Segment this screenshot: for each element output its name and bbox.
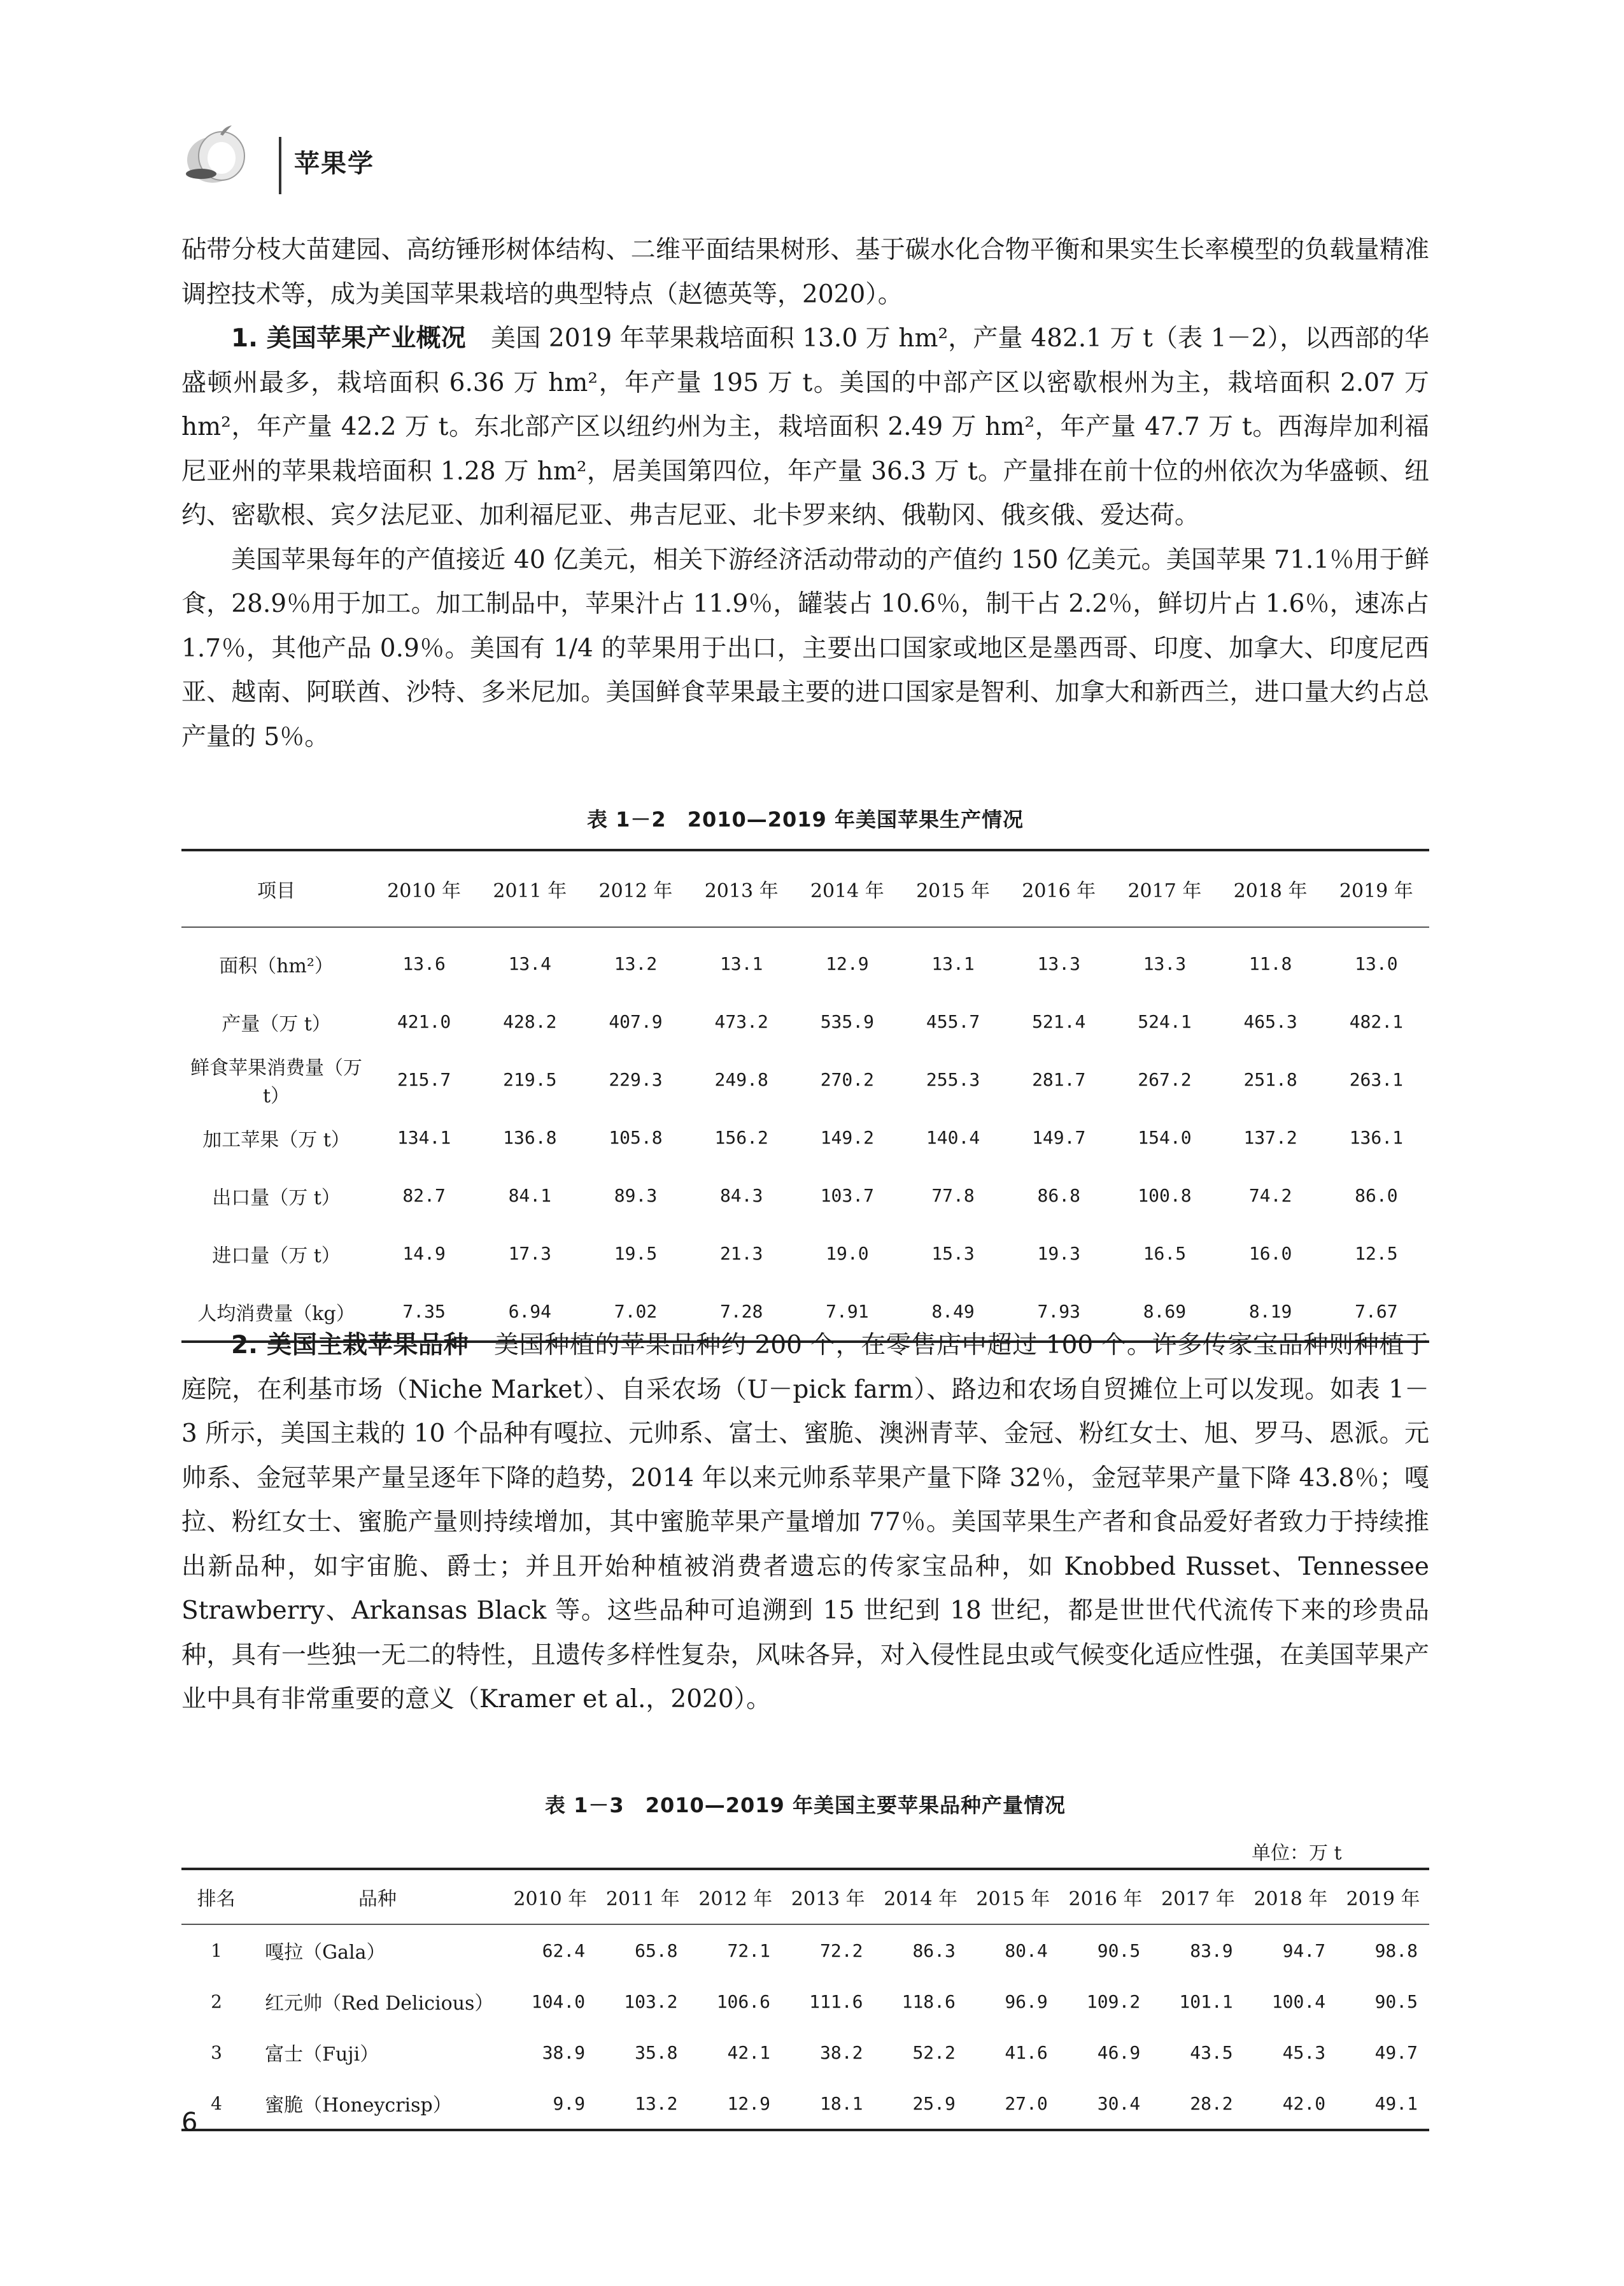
table-row (181, 2027, 1429, 2078)
column-header: 2015 年 (900, 850, 1006, 927)
table-cell: 90.5 (1374, 1991, 1418, 2012)
table-row (181, 2078, 1429, 2130)
table-row (181, 993, 1429, 1051)
table-cell: 8.19 (1248, 1301, 1292, 1322)
table-cell: 出口量（万 t） (212, 1186, 341, 1209)
table-cell: 229.3 (609, 1069, 663, 1090)
table-cell: 136.1 (1349, 1127, 1403, 1148)
table-cell: 43.5 (1190, 2041, 1233, 2063)
paragraph-1-text: 美国 2019 年苹果栽培面积 13.0 万 hm²，产量 482.1 万 t（表 1－2），以西部的华盛顿州最多，栽培面积 6.36 万 hm²，年产量 195 万 t。美国的中部产区以密歇根州为主，栽培面积 2.07 万 hm²，年产量 42.2 万 t。东北部产区以纽约州为主，栽培面积 2.49 万 hm²，年产量 47.7 万 t。西海岸加利福尼亚州的苹果栽培面积 1.28 万 hm²，居美国第四位，年产量 36.3 万 t。产量排在前十位的州依次为华盛顿、纽约、密歇根、宾夕法尼亚、加利福尼亚、弗吉尼亚、北卡罗来纳、俄勒冈、俄亥俄、爱达荷。 (181, 324, 1429, 530)
table-row (181, 1225, 1429, 1282)
table-cell: 13.1 (719, 953, 763, 974)
table-cell: 103.2 (624, 1991, 678, 2012)
table-cell: 109.2 (1086, 1991, 1141, 2012)
table-cell: 7.67 (1355, 1301, 1398, 1322)
table-cell: 41.6 (1005, 2041, 1048, 2063)
table-cell: 49.1 (1374, 2092, 1418, 2114)
table-cell: 13.0 (1355, 953, 1398, 974)
table-cell: 105.8 (609, 1127, 663, 1148)
table-cell: 98.8 (1374, 1940, 1418, 1961)
table-cell: 465.3 (1243, 1011, 1297, 1032)
table-1-2 (181, 849, 1429, 1343)
column-header: 2010 年 (504, 1869, 597, 1924)
table-cell: 红元帅（Red Delicious） (265, 1992, 494, 2015)
table-cell: 19.5 (614, 1243, 658, 1264)
table-cell: 104.0 (531, 1991, 586, 2012)
table-cell: 46.9 (1097, 2041, 1141, 2063)
table-cell: 产量（万 t） (222, 1012, 331, 1035)
table-cell: 7.91 (826, 1301, 869, 1322)
table-cell: 111.6 (809, 1991, 863, 2012)
table-cell: 嘎拉（Gala） (265, 1942, 386, 1964)
table-cell: 人均消费量（kg） (197, 1302, 355, 1325)
table-cell: 482.1 (1349, 1011, 1403, 1032)
column-header: 2017 年 (1112, 850, 1217, 927)
table-cell: 45.3 (1282, 2041, 1326, 2063)
column-header: 2014 年 (874, 1869, 966, 1924)
table-cell: 13.2 (635, 2092, 678, 2114)
table-cell: 215.7 (397, 1069, 451, 1090)
table-cell: 72.2 (820, 1940, 863, 1961)
table-cell: 14.9 (402, 1243, 446, 1264)
table-cell: 421.0 (397, 1011, 451, 1032)
table-cell: 6.94 (508, 1301, 552, 1322)
table-cell: 1 (211, 1940, 222, 1961)
table-cell: 90.5 (1097, 1940, 1141, 1961)
table-cell: 蜜脆（Honeycrisp） (265, 2094, 452, 2117)
table-cell: 鲜食苹果消费量（万 t） (190, 1056, 362, 1107)
table-cell: 136.8 (503, 1127, 557, 1148)
table-cell: 154.0 (1138, 1127, 1192, 1148)
table-cell: 13.2 (614, 953, 658, 974)
table-cell: 28.2 (1190, 2092, 1233, 2114)
section-heading-2: 2. 美国主栽苹果品种 (231, 1331, 469, 1360)
paragraph-0: 砧带分枝大苗建园、高纺锤形树体结构、二维平面结果树形、基于碳水化合物平衡和果实生长率模型的负载量精准调控技术等，成为美国苹果栽培的典型特点（赵德英等，2020）。 (181, 236, 1429, 309)
table-cell: 156.2 (714, 1127, 768, 1148)
table-cell: 13.1 (931, 953, 975, 974)
table-cell: 407.9 (609, 1011, 663, 1032)
column-header: 品种 (251, 1869, 504, 1924)
column-header: 2012 年 (583, 850, 688, 927)
table-cell: 96.9 (1005, 1991, 1048, 2012)
table-cell: 86.8 (1037, 1185, 1080, 1206)
table-cell: 251.8 (1243, 1069, 1297, 1090)
table-cell: 7.02 (614, 1301, 658, 1322)
section-heading-1: 1. 美国苹果产业概况 (231, 324, 466, 353)
table-cell: 7.93 (1037, 1301, 1080, 1322)
body-section-2 (181, 1323, 1429, 1722)
table-cell: 52.2 (912, 2041, 956, 2063)
table-cell: 134.1 (397, 1127, 451, 1148)
table-cell: 9.9 (553, 2092, 586, 2114)
table-cell: 富士（Fuji） (265, 2043, 379, 2066)
table-cell: 535.9 (820, 1011, 874, 1032)
table-cell: 19.3 (1037, 1243, 1080, 1264)
table-cell: 428.2 (503, 1011, 557, 1032)
table-cell: 16.0 (1248, 1243, 1292, 1264)
table-cell: 77.8 (931, 1185, 975, 1206)
table-row (181, 1976, 1429, 2027)
table-cell: 4 (211, 2092, 222, 2114)
table-cell: 加工苹果（万 t） (202, 1128, 350, 1151)
table-cell: 80.4 (1005, 1940, 1048, 1961)
column-header: 2011 年 (477, 850, 583, 927)
table-cell: 49.7 (1374, 2041, 1418, 2063)
table-cell: 100.4 (1271, 1991, 1326, 2012)
table-1-3-caption: 表 1－3 2010—2019 年美国主要苹果品种产量情况 (545, 1793, 1066, 1817)
table-cell: 30.4 (1097, 2092, 1141, 2114)
table-cell: 65.8 (635, 1940, 678, 1961)
column-header: 2016 年 (1006, 850, 1112, 927)
column-header: 2018 年 (1245, 1869, 1337, 1924)
table-cell: 524.1 (1138, 1011, 1192, 1032)
table-cell: 219.5 (503, 1069, 557, 1090)
table-cell: 106.6 (716, 1991, 770, 2012)
table-cell: 249.8 (714, 1069, 768, 1090)
table-cell: 25.9 (912, 2092, 956, 2114)
table-cell: 86.0 (1355, 1185, 1398, 1206)
table-cell: 281.7 (1032, 1069, 1086, 1090)
table-cell: 3 (211, 2041, 222, 2063)
column-header: 2013 年 (689, 850, 794, 927)
page-number: 6 (181, 2108, 198, 2137)
table-cell: 35.8 (635, 2041, 678, 2063)
table-cell: 13.3 (1037, 953, 1080, 974)
paragraph-2: 美国苹果每年的产值接近 40 亿美元，相关下游经济活动带动的产值约 150 亿美元。美国苹果 71.1％用于鲜食，28.9％用于加工。加工制品中，苹果汁占 11.9％，罐装占 10.6％，制干占 2.2％，鲜切片占 1.6％，速冻占 1.7％，其他产品 0.9％。美国有 1/4 的苹果用于出口，主要出口国家或地区是墨西哥、印度、加拿大、印度尼西亚、越南、阿联酋、沙特、多米尼加。美国鲜食苹果最主要的进口国家是智利、加拿大和新西兰，进口量大约占总产量的 5％。 (181, 545, 1429, 751)
table-cell: 270.2 (820, 1069, 874, 1090)
table-cell: 12.9 (727, 2092, 770, 2114)
column-header: 2014 年 (794, 850, 900, 927)
table-cell: 149.7 (1032, 1127, 1086, 1148)
table-cell: 8.69 (1143, 1301, 1187, 1322)
table-cell: 83.9 (1190, 1940, 1233, 1961)
table-cell: 72.1 (727, 1940, 770, 1961)
table-cell: 面积（hm²） (219, 955, 334, 977)
table-cell: 42.0 (1282, 2092, 1326, 2114)
table-cell: 11.8 (1248, 953, 1292, 974)
table-cell: 62.4 (542, 1940, 586, 1961)
table-cell: 103.7 (820, 1185, 874, 1206)
column-header: 2011 年 (597, 1869, 689, 1924)
table-cell: 21.3 (719, 1243, 763, 1264)
table-cell: 84.3 (719, 1185, 763, 1206)
table-cell: 521.4 (1032, 1011, 1086, 1032)
table-cell: 38.2 (820, 2041, 863, 2063)
table-cell: 19.0 (826, 1243, 869, 1264)
table-header-row (181, 850, 1429, 927)
table-cell: 473.2 (714, 1011, 768, 1032)
table-cell: 16.5 (1143, 1243, 1187, 1264)
table-row (181, 927, 1429, 993)
table-cell: 8.49 (931, 1301, 975, 1322)
table-row (181, 1167, 1429, 1225)
paragraph-3 (181, 1323, 1429, 1722)
table-header-row (181, 1869, 1429, 1924)
table-cell: 255.3 (926, 1069, 980, 1090)
page-header (171, 111, 1444, 201)
table-cell: 38.9 (542, 2041, 586, 2063)
table-cell: 13.6 (402, 953, 446, 974)
book-title: 苹果学 (294, 149, 374, 178)
column-header: 2010 年 (371, 850, 477, 927)
table-row (181, 1109, 1429, 1167)
table-cell: 84.1 (508, 1185, 552, 1206)
column-header: 2015 年 (967, 1869, 1059, 1924)
table-cell: 13.3 (1143, 953, 1187, 974)
column-header: 2016 年 (1059, 1869, 1152, 1924)
table-1-2-caption: 表 1－2 2010—2019 年美国苹果生产情况 (587, 807, 1024, 832)
table-cell: 42.1 (727, 2041, 770, 2063)
table-cell: 进口量（万 t） (212, 1244, 341, 1267)
table-1-3 (181, 1868, 1429, 2131)
table-1-3-unit: 单位：万 t (1252, 1842, 1342, 1864)
table-cell: 12.5 (1355, 1243, 1398, 1264)
table-cell: 101.1 (1179, 1991, 1233, 2012)
apple-logo-icon (182, 123, 258, 187)
column-header: 2018 年 (1218, 850, 1324, 927)
table-cell: 15.3 (931, 1243, 975, 1264)
column-header: 排名 (181, 1869, 251, 1924)
table-cell: 74.2 (1248, 1185, 1292, 1206)
column-header: 2019 年 (1337, 1869, 1429, 1924)
table-cell: 263.1 (1349, 1069, 1403, 1090)
table-cell: 137.2 (1243, 1127, 1297, 1148)
table-cell: 27.0 (1005, 2092, 1048, 2114)
table-row (181, 1051, 1429, 1109)
table-cell: 18.1 (820, 2092, 863, 2114)
table-cell: 7.28 (719, 1301, 763, 1322)
table-cell: 82.7 (402, 1185, 446, 1206)
table-cell: 2 (211, 1991, 222, 2012)
column-header: 2012 年 (689, 1869, 782, 1924)
paragraph-3-text: 美国种植的苹果品种约 200 个，在零售店中超过 100 个。许多传家宝品种则种植于庭院，在利基市场（Niche Market）、自采农场（U－pick farm）、路边和农场自贸摊位上可以发现。如表 1－3 所示，美国主栽的 10 个品种有嘎拉、元帅系、富士、蜜脆、澳洲青苹、金冠、粉红女士、旭、罗马、恩派。元帅系、金冠苹果产量呈逐年下降的趋势，2014 年以来元帅系苹果产量下降 32％，金冠苹果产量下降 43.8％；嘎拉、粉红女士、蜜脆产量则持续增加，其中蜜脆苹果产量增加 77％。美国苹果生产者和食品爱好者致力于持续推出新品种，如宇宙脆、爵士；并且开始种植被消费者遗忘的传家宝品种，如 Knobbed Russet、Tennessee Strawberry、Arkansas Black 等。这些品种可追溯到 15 世纪到 18 世纪，都是世世代代流传下来的珍贵品种，具有一些独一无二的特性，且遗传多样性复杂，风味各异，对入侵性昆虫或气候变化适应性强，在美国苹果产业中具有非常重要的意义（Kramer et al.，2020）。 (181, 1331, 1429, 1714)
table-cell: 89.3 (614, 1185, 658, 1206)
table-cell: 149.2 (820, 1127, 874, 1148)
column-header: 项目 (181, 850, 371, 927)
table-cell: 12.9 (826, 953, 869, 974)
column-header: 2013 年 (782, 1869, 874, 1924)
header-divider (279, 137, 281, 194)
table-row (181, 1924, 1429, 1976)
table-cell: 17.3 (508, 1243, 552, 1264)
table-cell: 140.4 (926, 1127, 980, 1148)
table-cell: 118.6 (901, 1991, 956, 2012)
column-header: 2017 年 (1152, 1869, 1244, 1924)
table-cell: 13.4 (508, 953, 552, 974)
table-cell: 455.7 (926, 1011, 980, 1032)
table-cell: 267.2 (1138, 1069, 1192, 1090)
table-cell: 86.3 (912, 1940, 956, 1961)
table-cell: 94.7 (1282, 1940, 1326, 1961)
paragraph-1 (181, 316, 1429, 538)
body-section-1 (181, 228, 1429, 759)
table-cell: 100.8 (1138, 1185, 1192, 1206)
table-cell: 7.35 (402, 1301, 446, 1322)
column-header: 2019 年 (1324, 850, 1429, 927)
